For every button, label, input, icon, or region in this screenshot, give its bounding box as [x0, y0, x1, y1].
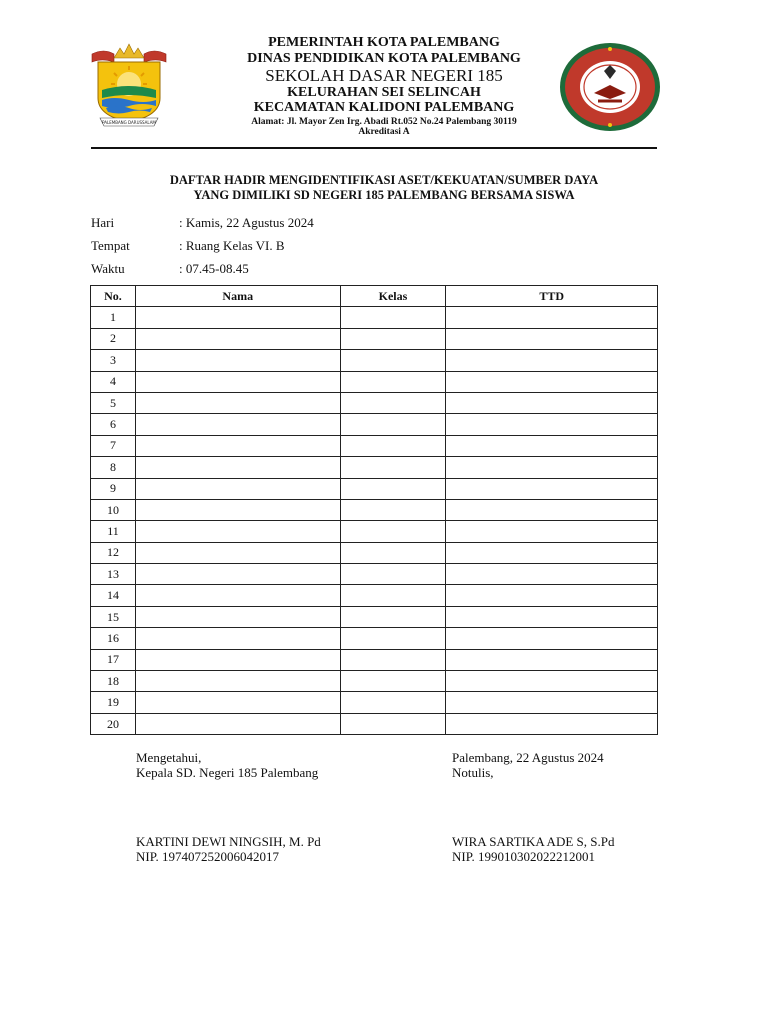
header-accreditation: Akreditasi A: [358, 127, 410, 137]
signature-cell: [446, 628, 658, 649]
header-government: PEMERINTAH KOTA PALEMBANG: [268, 35, 500, 50]
signature-cell: [446, 350, 658, 371]
table-row: [91, 692, 658, 713]
table-row: [91, 350, 658, 371]
header-address: Alamat: Jl. Mayor Zen Irg. Abadi Rt.052 No.24 Palembang 30119: [251, 117, 517, 127]
acknowledged-label: Mengetahui,: [136, 750, 202, 765]
class-cell: [340, 671, 446, 692]
name-cell: [135, 371, 340, 392]
row-number: 20: [91, 713, 136, 734]
signature-cell: [446, 457, 658, 478]
class-cell: [340, 478, 446, 499]
row-number: 10: [91, 499, 136, 520]
svg-text:PALEMBANG DARUSSALAM: PALEMBANG DARUSSALAM: [102, 120, 156, 125]
table-row: [91, 649, 658, 670]
name-cell: [135, 628, 340, 649]
school-seal-icon: [558, 41, 662, 133]
signature-cell: [446, 606, 658, 627]
column-header-name: Nama: [135, 286, 340, 307]
class-cell: [340, 564, 446, 585]
name-cell: [135, 542, 340, 563]
class-cell: [340, 628, 446, 649]
signature-cell: [446, 542, 658, 563]
place-value: : Ruang Kelas VI. B: [179, 238, 285, 253]
row-number: 8: [91, 457, 136, 478]
name-cell: [135, 585, 340, 606]
row-number: 5: [91, 392, 136, 413]
class-cell: [340, 435, 446, 456]
row-number: 14: [91, 585, 136, 606]
class-cell: [340, 606, 446, 627]
row-number: 4: [91, 371, 136, 392]
class-cell: [340, 307, 446, 328]
table-row: [91, 628, 658, 649]
row-number: 9: [91, 478, 136, 499]
table-row: [91, 671, 658, 692]
secretary-nip: NIP. 199010302022212001: [452, 849, 596, 864]
table-row: [91, 585, 658, 606]
class-cell: [340, 542, 446, 563]
row-number: 11: [91, 521, 136, 542]
row-number: 16: [91, 628, 136, 649]
signature-cell: [446, 521, 658, 542]
class-cell: [340, 328, 446, 349]
day-value: : Kamis, 22 Agustus 2024: [179, 215, 314, 230]
place-date: Palembang, 22 Agustus 2024: [452, 750, 604, 765]
class-cell: [340, 414, 446, 435]
signature-cell: [446, 564, 658, 585]
signature-cell: [446, 328, 658, 349]
signature-cell: [446, 392, 658, 413]
name-cell: [135, 328, 340, 349]
signature-cell: [446, 307, 658, 328]
name-cell: [135, 350, 340, 371]
table-row: [91, 713, 658, 734]
class-cell: [340, 350, 446, 371]
column-header-no: No.: [91, 286, 136, 307]
name-cell: [135, 671, 340, 692]
table-row: [91, 392, 658, 413]
table-row: [91, 328, 658, 349]
row-number: 18: [91, 671, 136, 692]
secretary-name: WIRA SARTIKA ADE S, S.Pd: [452, 834, 615, 849]
time-label: Waktu: [91, 261, 125, 276]
header-village: KELURAHAN SEI SELINCAH: [287, 85, 481, 100]
row-number: 15: [91, 606, 136, 627]
table-row: [91, 414, 658, 435]
name-cell: [135, 457, 340, 478]
row-number: 12: [91, 542, 136, 563]
name-cell: [135, 414, 340, 435]
place-label: Tempat: [91, 238, 130, 253]
time-value: : 07.45-08.45: [179, 261, 249, 276]
header-department: DINAS PENDIDIKAN KOTA PALEMBANG: [247, 51, 521, 66]
name-cell: [135, 392, 340, 413]
class-cell: [340, 692, 446, 713]
table-row: [91, 606, 658, 627]
table-row: [91, 457, 658, 478]
class-cell: [340, 649, 446, 670]
name-cell: [135, 649, 340, 670]
row-number: 6: [91, 414, 136, 435]
name-cell: [135, 499, 340, 520]
signature-cell: [446, 499, 658, 520]
name-cell: [135, 606, 340, 627]
table-row: [91, 371, 658, 392]
table-row: [91, 435, 658, 456]
row-number: 7: [91, 435, 136, 456]
column-header-signature: TTD: [446, 286, 658, 307]
left-signature-block: [136, 750, 318, 780]
header-district: KECAMATAN KALIDONI PALEMBANG: [253, 100, 515, 115]
signature-cell: [446, 435, 658, 456]
name-cell: [135, 692, 340, 713]
name-cell: [135, 307, 340, 328]
row-number: 3: [91, 350, 136, 371]
attendance-table: [90, 285, 658, 735]
class-cell: [340, 521, 446, 542]
table-row: [91, 542, 658, 563]
day-label: Hari: [91, 215, 115, 230]
signature-cell: [446, 713, 658, 734]
row-number: 13: [91, 564, 136, 585]
signature-cell: [446, 671, 658, 692]
secretary-name-block: [452, 834, 614, 864]
attendance-rows: [91, 307, 658, 735]
document-title-line1: DAFTAR HADIR MENGIDENTIFIKASI ASET/KEKUATAN/SUMBER DAYA: [169, 173, 599, 187]
signature-cell: [446, 371, 658, 392]
class-cell: [340, 585, 446, 606]
header-divider: [91, 147, 657, 149]
signature-cell: [446, 478, 658, 499]
header-school-name: SEKOLAH DASAR NEGERI 185: [265, 66, 503, 85]
secretary-title: Notulis,: [452, 765, 494, 780]
principal-name-block: [136, 834, 321, 864]
class-cell: [340, 392, 446, 413]
row-number: 19: [91, 692, 136, 713]
table-header-row: [91, 286, 658, 307]
name-cell: [135, 435, 340, 456]
class-cell: [340, 371, 446, 392]
name-cell: [135, 478, 340, 499]
right-signature-block: [452, 750, 604, 780]
class-cell: [340, 499, 446, 520]
table-row: [91, 307, 658, 328]
class-cell: [340, 713, 446, 734]
name-cell: [135, 713, 340, 734]
signature-cell: [446, 414, 658, 435]
row-number: 1: [91, 307, 136, 328]
table-row: [91, 564, 658, 585]
class-cell: [340, 457, 446, 478]
signature-cell: [446, 585, 658, 606]
signature-cell: [446, 649, 658, 670]
principal-name: KARTINI DEWI NINGSIH, M. Pd: [136, 834, 321, 849]
principal-title: Kepala SD. Negeri 185 Palembang: [136, 765, 319, 780]
principal-nip: NIP. 197407252006042017: [136, 849, 280, 864]
table-row: [91, 521, 658, 542]
document-title-line2: YANG DIMILIKI SD NEGERI 185 PALEMBANG BERSAMA SISWA: [193, 188, 575, 202]
signature-cell: [446, 692, 658, 713]
table-row: [91, 478, 658, 499]
row-number: 17: [91, 649, 136, 670]
palembang-city-crest-icon: [84, 40, 174, 130]
name-cell: [135, 521, 340, 542]
table-row: [91, 499, 658, 520]
name-cell: [135, 564, 340, 585]
column-header-class: Kelas: [340, 286, 446, 307]
row-number: 2: [91, 328, 136, 349]
